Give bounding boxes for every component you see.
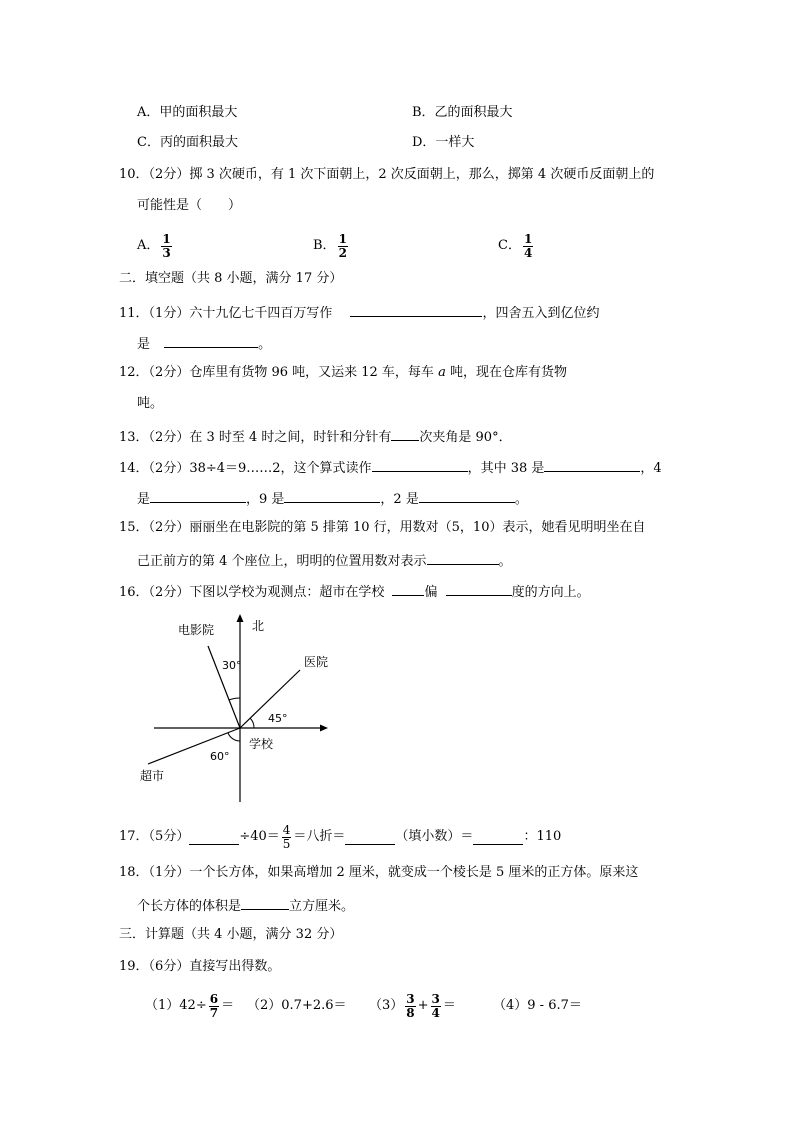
q11-text-2: ，四舍五入到亿位约 <box>482 306 600 321</box>
q16-blank-2[interactable] <box>446 581 512 596</box>
q14-text: 14．（2分）38÷4＝9……2，这个算式读作 <box>119 461 372 476</box>
q11-blank-2[interactable] <box>164 333 258 348</box>
section2-title: 二．填空题（共 8 小题，满分 17 分） <box>119 271 343 286</box>
direction-diagram <box>140 612 340 812</box>
q14-text-5: ，9 是 <box>246 492 285 507</box>
q19-problem-2: （2）0.7+2.6＝ <box>247 998 347 1013</box>
angle-arc-cinema <box>229 698 240 700</box>
label-angle-45: 45° <box>268 712 288 725</box>
label-cinema: 电影院 <box>178 623 215 637</box>
q16-text-3: 度的方向上。 <box>511 585 590 600</box>
q19-p1-equals: ＝ <box>221 998 235 1013</box>
q19-p1-fraction <box>209 993 219 1020</box>
q12-line1 <box>119 364 567 382</box>
fraction-numerator: 4 <box>282 822 291 837</box>
q13-text: 13．（2分）在 3 时至 4 时之间，时针和分针有 <box>119 430 392 445</box>
fraction-numerator: 1 <box>523 231 533 246</box>
section3-title: 三．计算题（共 4 小题，满分 32 分） <box>119 927 343 942</box>
q17-blank-3[interactable] <box>473 830 523 845</box>
fraction-denominator: 8 <box>406 1005 415 1020</box>
q18-text-2: 立方厘米。 <box>289 899 355 914</box>
q14-text-7: 。 <box>514 492 528 507</box>
east-arrowhead <box>320 725 328 732</box>
q18-blank[interactable] <box>241 895 289 910</box>
q10-line2: 可能性是（ ） <box>137 198 242 213</box>
q18-text: 个长方体的体积是 <box>137 899 242 914</box>
q14-text-2: ，其中 38 是 <box>467 461 545 476</box>
angle-arc-hospital <box>250 718 254 728</box>
angle-arc-supermarket <box>228 733 240 741</box>
q12-text: 12．（2分）仓库里有货物 96 吨，又运来 12 车，每车 <box>119 365 434 380</box>
q14-text-6: ，2 是 <box>380 492 419 507</box>
q14-blank-2[interactable] <box>544 457 640 472</box>
fraction-numerator: 3 <box>406 991 415 1006</box>
q19-p1-label: （1）42÷ <box>145 998 207 1013</box>
q19-title: 19．（6分）直接写出得数。 <box>119 959 281 974</box>
q9-option-b: B．乙的面积最大 <box>412 105 513 120</box>
q9-option-a: A．甲的面积最大 <box>137 105 238 120</box>
q15-line2 <box>137 550 512 571</box>
q17-blank-1[interactable] <box>189 830 239 845</box>
q19-problem-1 <box>145 990 234 1022</box>
fraction-denominator: 4 <box>523 245 533 260</box>
q14-text-4: 是 <box>137 492 151 507</box>
label-north: 北 <box>252 619 265 633</box>
q17-text: 17．（5分） <box>119 829 190 844</box>
fraction-numerator: 6 <box>209 991 219 1006</box>
fraction-denominator: 4 <box>431 1005 440 1020</box>
q10-option-c <box>498 230 535 262</box>
q16-text: 16．（2分）下图以学校为观测点：超市在学校 <box>119 585 385 600</box>
q17-text-5: ：110 <box>523 829 562 844</box>
fraction-numerator: 1 <box>338 231 347 246</box>
north-arrowhead <box>237 614 244 622</box>
fraction-denominator: 7 <box>209 1005 219 1020</box>
fraction-denominator: 5 <box>282 836 291 851</box>
q11-text: 11．（1分）六十九亿七千四百万写作 <box>119 306 333 321</box>
q11-text-4: 。 <box>258 337 272 352</box>
q19-p3-equals: ＝ <box>442 998 456 1013</box>
q18-line2 <box>137 895 354 916</box>
q10-option-c-fraction <box>523 233 533 260</box>
q14-blank-1[interactable] <box>372 457 468 472</box>
q13-text-2: 次夹角是 90°． <box>419 430 512 445</box>
q11-line2 <box>137 333 271 354</box>
q14-blank-4[interactable] <box>284 488 380 503</box>
q12-variable: a <box>438 365 446 380</box>
fraction-numerator: 3 <box>431 991 440 1006</box>
q17-text-2: ÷40＝ <box>239 829 280 844</box>
q15-text-2: 。 <box>498 554 512 569</box>
q17-text-3: ＝八折＝ <box>293 829 346 844</box>
q11-text-3: 是 <box>137 337 151 352</box>
q18-line1: 18．（1分）一个长方体，如果高增加 2 厘米，就变成一个棱长是 5 厘米的正方体。原来这 <box>119 865 639 880</box>
q19-p3-fraction-2 <box>431 993 441 1020</box>
q19-p3-label: （3） <box>369 998 404 1013</box>
q14-blank-5[interactable] <box>419 488 515 503</box>
q16-line <box>119 581 590 602</box>
q15-text: 己正前方的第 4 个座位上，明明的位置用数对表示 <box>137 554 427 569</box>
q19-p3-plus: + <box>417 998 429 1013</box>
label-angle-60: 60° <box>210 750 230 763</box>
q11-line1 <box>119 302 599 323</box>
q16-blank-1[interactable] <box>392 581 424 596</box>
q10-option-a-label: A． <box>137 238 160 253</box>
label-school: 学校 <box>249 737 274 751</box>
q15-blank[interactable] <box>427 550 499 565</box>
q12-text-2: 吨，现在仓库有货物 <box>449 365 567 380</box>
q14-text-3: ，4 <box>640 461 662 476</box>
q10-option-a-fraction <box>161 233 171 260</box>
label-supermarket: 超市 <box>140 769 165 783</box>
q15-line1: 15．（2分）丽丽坐在电影院的第 5 排第 10 行，用数对（5，10）表示，她看见明明坐在自 <box>119 520 646 535</box>
q17-line <box>119 822 561 852</box>
q10-line1: 10．（2分）掷 3 次硬币，有 1 次下面朝上，2 次反面朝上，那么，掷第 4 次硬币反面朝上的 <box>119 167 655 182</box>
fraction-numerator: 1 <box>162 231 171 246</box>
fraction-denominator: 3 <box>162 245 171 260</box>
q10-option-a <box>137 230 174 262</box>
q11-blank-1[interactable] <box>350 302 482 317</box>
q17-text-4: （填小数）＝ <box>395 829 474 844</box>
q14-blank-3[interactable] <box>150 488 246 503</box>
q14-line1 <box>119 457 662 478</box>
q12-line2: 吨。 <box>137 396 164 411</box>
label-angle-30: 30° <box>222 659 242 672</box>
q14-line2 <box>137 488 528 509</box>
q19-problem-4: （4）9 - 6.7＝ <box>493 998 582 1013</box>
q9-option-d: D．一样大 <box>412 135 475 150</box>
q19-problem-3 <box>369 990 456 1022</box>
q10-option-c-label: C． <box>498 238 521 253</box>
q10-option-b-fraction <box>338 233 348 260</box>
q13-line <box>119 426 512 447</box>
q19-p3-fraction-1 <box>405 993 415 1020</box>
q9-option-c: C．丙的面积最大 <box>137 135 238 150</box>
q13-blank[interactable] <box>391 426 419 441</box>
q10-option-b-label: B． <box>313 238 336 253</box>
q17-blank-2[interactable] <box>345 830 395 845</box>
q17-fraction <box>282 824 292 851</box>
fraction-denominator: 2 <box>338 245 347 260</box>
label-hospital: 医院 <box>304 655 329 669</box>
q16-text-2: 偏 <box>424 585 438 600</box>
q10-option-b <box>313 230 350 262</box>
